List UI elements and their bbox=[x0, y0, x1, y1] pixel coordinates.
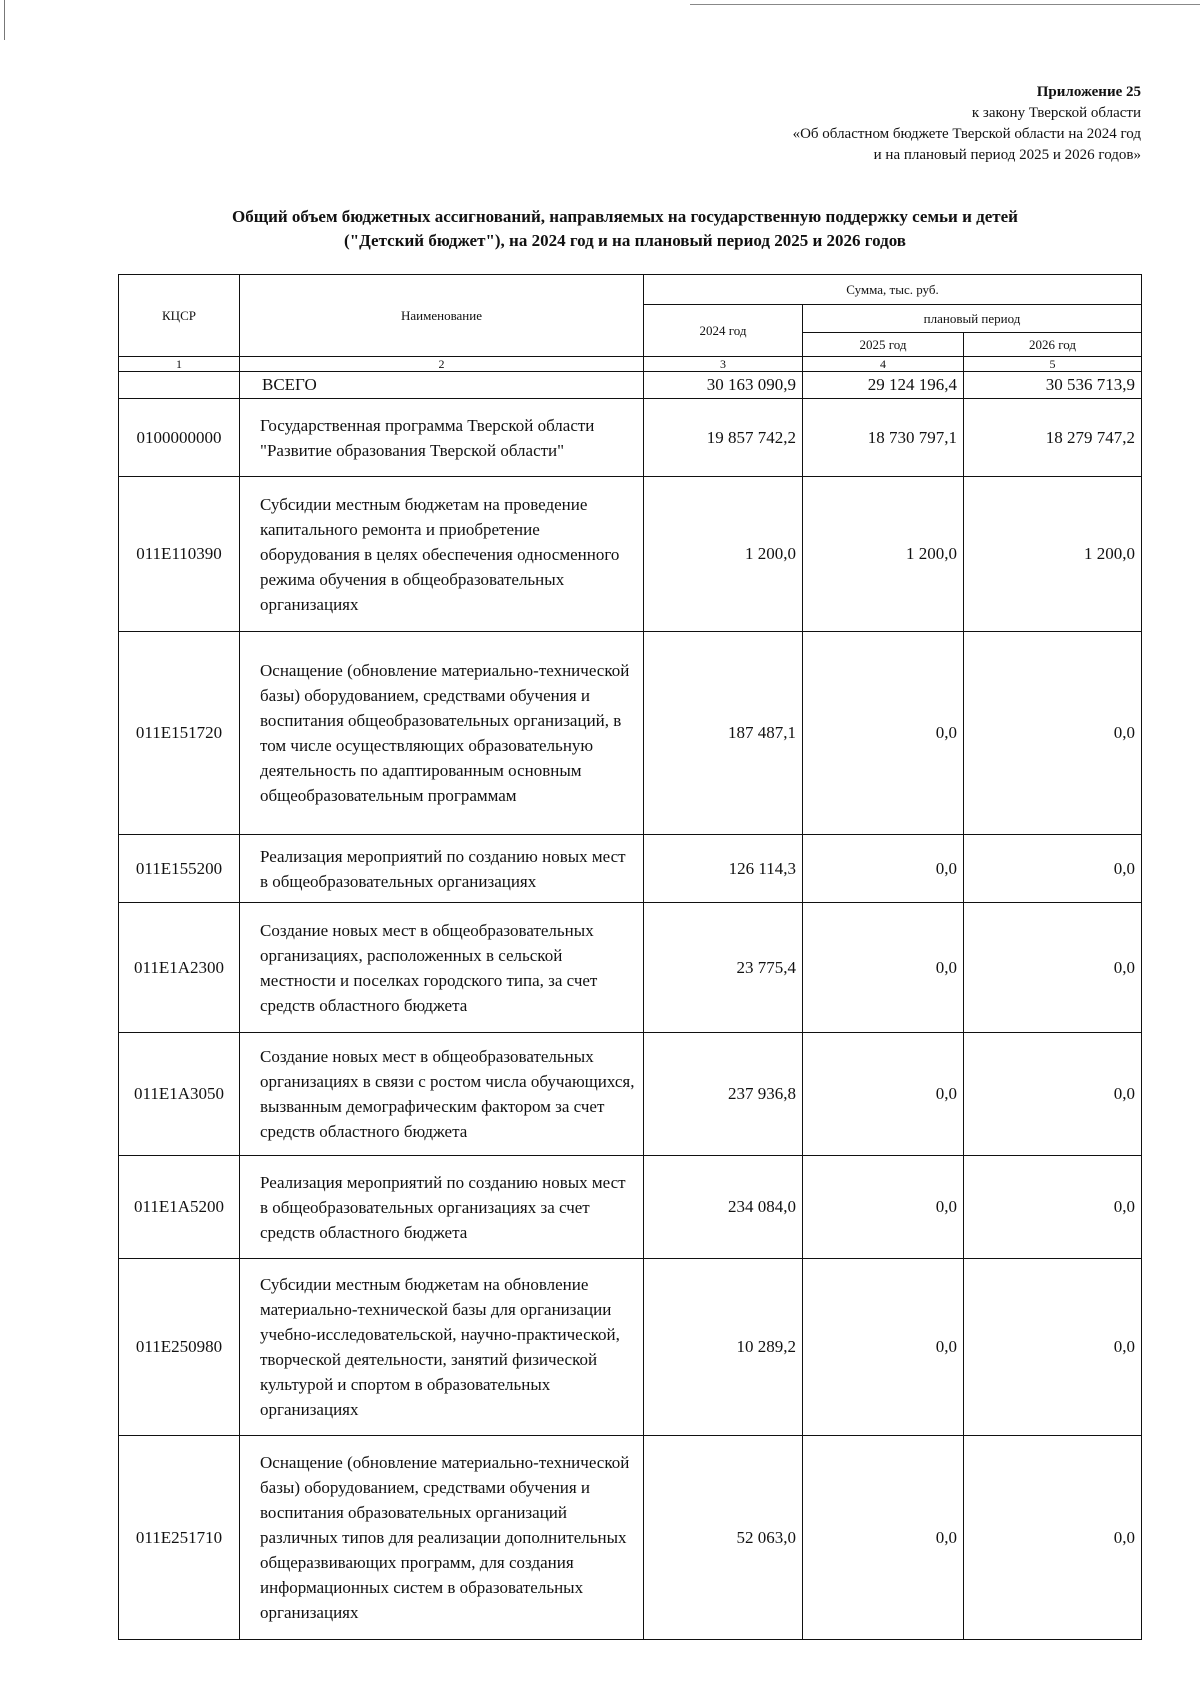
row-2025: 0,0 bbox=[803, 1259, 964, 1436]
program-row bbox=[119, 399, 1142, 477]
row-2026: 1 200,0 bbox=[964, 477, 1142, 632]
row-2025: 0,0 bbox=[803, 1436, 964, 1640]
row-code: 011Е250980 bbox=[119, 1259, 240, 1436]
row-2024: 10 289,2 bbox=[644, 1259, 803, 1436]
column-header-2024: 2024 год bbox=[644, 305, 803, 357]
column-number: 4 bbox=[803, 357, 964, 372]
table-row bbox=[119, 1033, 1142, 1156]
scan-top-rule bbox=[690, 4, 1200, 5]
row-name: Субсидии местным бюджетам на обновление материально-технической базы для организации учебно-исследовательской, научно-практической, творческой деятельности, занятий физической культурой и спортом в образовательных организациях bbox=[240, 1259, 644, 1436]
row-2024: 234 084,0 bbox=[644, 1156, 803, 1259]
table-row bbox=[119, 632, 1142, 835]
program-2024: 19 857 742,2 bbox=[644, 399, 803, 477]
document-title-line: ("Детский бюджет"), на 2024 год и на плановый период 2025 и 2026 годов bbox=[344, 231, 906, 250]
appendix-line: к закону Тверской области bbox=[971, 105, 1141, 121]
table-row bbox=[119, 1259, 1142, 1436]
row-code: 011Е151720 bbox=[119, 632, 240, 835]
total-code-cell bbox=[119, 372, 240, 399]
program-name: Государственная программа Тверской области "Развитие образования Тверской области" bbox=[240, 399, 644, 477]
total-2025: 29 124 196,4 bbox=[803, 372, 964, 399]
total-2026: 30 536 713,9 bbox=[964, 372, 1142, 399]
row-code: 011Е110390 bbox=[119, 477, 240, 632]
total-row bbox=[119, 372, 1142, 399]
appendix-header bbox=[793, 82, 1141, 166]
row-code: 011Е155200 bbox=[119, 835, 240, 903]
table-row bbox=[119, 903, 1142, 1033]
column-number: 5 bbox=[964, 357, 1142, 372]
row-2026: 0,0 bbox=[964, 1033, 1142, 1156]
row-2024: 126 114,3 bbox=[644, 835, 803, 903]
row-2025: 0,0 bbox=[803, 632, 964, 835]
row-code: 011Е1А3050 bbox=[119, 1033, 240, 1156]
row-2026: 0,0 bbox=[964, 1156, 1142, 1259]
row-name: Создание новых мест в общеобразовательных организациях в связи с ростом числа обучающихся, вызванным демографическим фактором за счет средств областного бюджета bbox=[240, 1033, 644, 1156]
row-2024: 1 200,0 bbox=[644, 477, 803, 632]
document-title bbox=[130, 205, 1120, 253]
appendix-line: «Об областном бюджете Тверской области на 2024 год bbox=[792, 126, 1141, 142]
column-number-row bbox=[119, 357, 1142, 372]
column-header-code: КЦСР bbox=[119, 275, 240, 357]
row-2024: 23 775,4 bbox=[644, 903, 803, 1033]
column-number: 2 bbox=[240, 357, 644, 372]
column-header-plan-period: плановый период bbox=[803, 305, 1142, 333]
program-code: 0100000000 bbox=[119, 399, 240, 477]
table-header bbox=[119, 275, 1142, 372]
row-2025: 0,0 bbox=[803, 903, 964, 1033]
column-header-sum: Сумма, тыс. руб. bbox=[644, 275, 1142, 305]
column-header-2025: 2025 год bbox=[803, 333, 964, 357]
row-2026: 0,0 bbox=[964, 1259, 1142, 1436]
row-code: 011Е251710 bbox=[119, 1436, 240, 1640]
table-row bbox=[119, 1156, 1142, 1259]
row-name: Субсидии местным бюджетам на проведение капитального ремонта и приобретение оборудования в целях обеспечения односменного режима обучения в общеобразовательных организациях bbox=[240, 477, 644, 632]
budget-table bbox=[118, 274, 1142, 1640]
row-2026: 0,0 bbox=[964, 1436, 1142, 1640]
row-code: 011Е1А5200 bbox=[119, 1156, 240, 1259]
table-row bbox=[119, 477, 1142, 632]
program-2026: 18 279 747,2 bbox=[964, 399, 1142, 477]
appendix-line: и на плановый период 2025 и 2026 годов» bbox=[873, 147, 1141, 163]
scan-edge-line bbox=[4, 0, 5, 40]
row-name: Реализация мероприятий по созданию новых мест в общеобразовательных организациях за счет средств областного бюджета bbox=[240, 1156, 644, 1259]
appendix-title: Приложение 25 bbox=[1036, 84, 1141, 100]
row-2025: 1 200,0 bbox=[803, 477, 964, 632]
row-2025: 0,0 bbox=[803, 1156, 964, 1259]
column-header-2026: 2026 год bbox=[964, 333, 1142, 357]
row-2024: 52 063,0 bbox=[644, 1436, 803, 1640]
row-name: Оснащение (обновление материально-технической базы) оборудованием, средствами обучения и воспитания образовательных организаций различных типов для реализации дополнительных общеразвивающих программ, для создания информационных систем в образовательных организациях bbox=[240, 1436, 644, 1640]
row-code: 011Е1А2300 bbox=[119, 903, 240, 1033]
program-2025: 18 730 797,1 bbox=[803, 399, 964, 477]
document-title-line: Общий объем бюджетных ассигнований, направляемых на государственную поддержку семьи и детей bbox=[232, 207, 1018, 226]
column-number: 3 bbox=[644, 357, 803, 372]
total-label: ВСЕГО bbox=[240, 372, 644, 399]
row-name: Реализация мероприятий по созданию новых мест в общеобразовательных организациях bbox=[240, 835, 644, 903]
row-2025: 0,0 bbox=[803, 1033, 964, 1156]
row-name: Оснащение (обновление материально-технической базы) оборудованием, средствами обучения и воспитания общеобразовательных организаций, в том числе осуществляющих образовательную деятельность по адаптированным основным общеобразовательным программам bbox=[240, 632, 644, 835]
row-2025: 0,0 bbox=[803, 835, 964, 903]
table-row bbox=[119, 1436, 1142, 1640]
total-2024: 30 163 090,9 bbox=[644, 372, 803, 399]
row-2024: 237 936,8 bbox=[644, 1033, 803, 1156]
column-number: 1 bbox=[119, 357, 240, 372]
table-row bbox=[119, 835, 1142, 903]
row-2026: 0,0 bbox=[964, 632, 1142, 835]
column-header-name: Наименование bbox=[240, 275, 644, 357]
row-2026: 0,0 bbox=[964, 903, 1142, 1033]
row-2026: 0,0 bbox=[964, 835, 1142, 903]
row-2024: 187 487,1 bbox=[644, 632, 803, 835]
row-name: Создание новых мест в общеобразовательных организациях, расположенных в сельской местности и поселках городского типа, за счет средств областного бюджета bbox=[240, 903, 644, 1033]
